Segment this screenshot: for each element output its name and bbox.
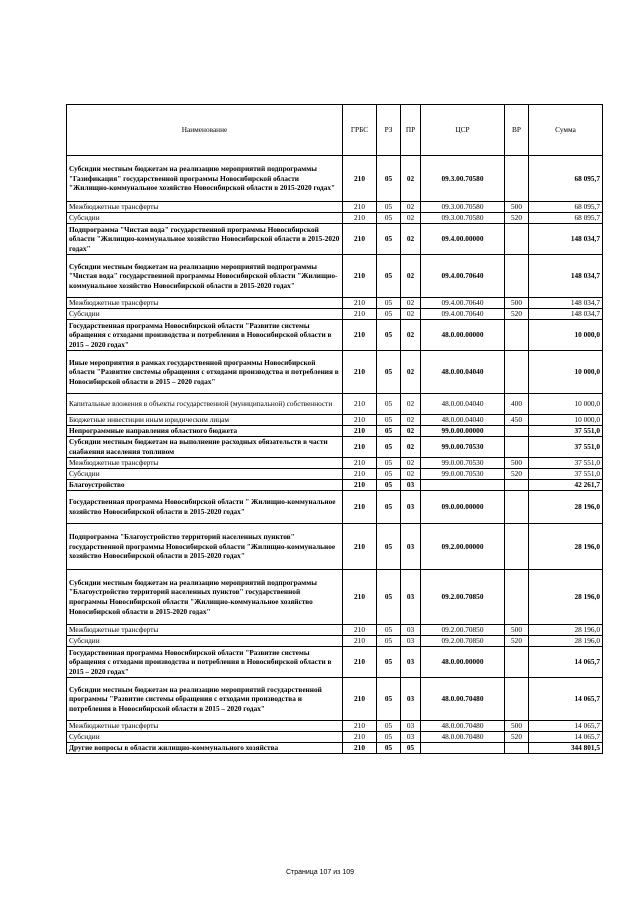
table-row: [67, 156, 603, 202]
csr-cell: 09.3.00.70580: [421, 156, 505, 202]
grbs-cell: 210: [343, 320, 377, 351]
vr-cell: [505, 647, 529, 678]
name-cell: Межбюджетные трансферты: [67, 202, 343, 213]
csr-cell: 48.0.00.00000: [421, 320, 505, 351]
table-row: [67, 469, 603, 480]
table-row: [67, 743, 603, 754]
vr-cell: [505, 524, 529, 570]
sum-cell: 28 196,0: [529, 570, 603, 625]
pr-cell: 03: [401, 636, 421, 647]
table-row: [67, 625, 603, 636]
sum-cell: 14 065,7: [529, 647, 603, 678]
pr-cell: 03: [401, 647, 421, 678]
vr-cell: [505, 224, 529, 255]
name-cell: Государственная программа Новосибирской области "Развитие системы обращения с отходами производства и потребления в Новосибирской области в 2015 – 2020 годах": [67, 320, 343, 351]
sum-cell: 14 065,7: [529, 678, 603, 721]
rz-cell: 05: [377, 255, 401, 298]
name-cell: Бюджетные инвестиции иным юридическим лицам: [67, 415, 343, 426]
pr-cell: 02: [401, 320, 421, 351]
pr-cell: 03: [401, 480, 421, 491]
vr-cell: 520: [505, 213, 529, 224]
rz-cell: 05: [377, 480, 401, 491]
name-cell: Субсидии местным бюджетам на реализацию мероприятий государственной программы "Развитие системы обращения с отходами производства и потребления в Новосибирской области в 2015 – 2020 годах": [67, 678, 343, 721]
csr-cell: 48.0.00.70480: [421, 678, 505, 721]
name-cell: Подпрограмма "Благоустройство территорий населенных пунктов" государственной программы Новосибирской области "Жилищно-коммунальное хозяйство Новосибирской области в 2015-2020 годах": [67, 524, 343, 570]
csr-cell: 09.2.00.70850: [421, 625, 505, 636]
sum-cell: 28 196,0: [529, 491, 603, 524]
grbs-cell: 210: [343, 480, 377, 491]
rz-cell: 05: [377, 524, 401, 570]
vr-cell: [505, 255, 529, 298]
rz-cell: 05: [377, 678, 401, 721]
table-row: [67, 255, 603, 298]
name-cell: Субсидии местным бюджетам на реализацию мероприятий подпрограммы "Чистая вода" государственной программы Новосибирской области "Жилищно-коммунальное хозяйство Новосибирской области в 2015-2020 годах": [67, 255, 343, 298]
header-row: [67, 105, 603, 156]
table-row: [67, 202, 603, 213]
vr-cell: [505, 570, 529, 625]
vr-cell: [505, 678, 529, 721]
sum-cell: 14 065,7: [529, 732, 603, 743]
vr-cell: [505, 480, 529, 491]
pr-cell: 05: [401, 743, 421, 754]
csr-cell: 09.3.00.70580: [421, 213, 505, 224]
vr-cell: 500: [505, 298, 529, 309]
pr-cell: 02: [401, 458, 421, 469]
sum-cell: 28 196,0: [529, 636, 603, 647]
rz-cell: 05: [377, 458, 401, 469]
rz-cell: 05: [377, 743, 401, 754]
pr-cell: 03: [401, 732, 421, 743]
grbs-cell: 210: [343, 636, 377, 647]
grbs-cell: 210: [343, 224, 377, 255]
table-row: [67, 224, 603, 255]
header-rz: РЗ: [377, 105, 401, 156]
header-vr: ВР: [505, 105, 529, 156]
name-cell: Другие вопросы в области жилищно-коммунального хозяйства: [67, 743, 343, 754]
name-cell: Субсидии местным бюджетам на реализацию мероприятий подпрограммы "Благоустройство территорий населенных пунктов" государственной программы Новосибирской области "Жилищно-коммунальное хозяйство Новосибирской области в 2015-2020 годах": [67, 570, 343, 625]
pr-cell: 02: [401, 415, 421, 426]
grbs-cell: 210: [343, 351, 377, 394]
grbs-cell: 210: [343, 415, 377, 426]
table-row: [67, 351, 603, 394]
table-row: [67, 213, 603, 224]
vr-cell: [505, 437, 529, 458]
name-cell: Субсидии: [67, 469, 343, 480]
name-cell: Подпрограмма "Чистая вода" государственной программы Новосибирской области "Жилищно-коммунальное хозяйство Новосибирской области в 2015-2020 годах": [67, 224, 343, 255]
header-sum: Сумма: [529, 105, 603, 156]
pr-cell: 02: [401, 351, 421, 394]
csr-cell: 48.0.00.04040: [421, 351, 505, 394]
budget-table: [66, 104, 603, 754]
vr-cell: [505, 320, 529, 351]
sum-cell: 37 551,0: [529, 458, 603, 469]
sum-cell: 10 000,0: [529, 415, 603, 426]
csr-cell: 09.4.00.70640: [421, 255, 505, 298]
rz-cell: 05: [377, 570, 401, 625]
csr-cell: 09.2.00.00000: [421, 524, 505, 570]
sum-cell: 148 034,7: [529, 298, 603, 309]
header-csr: ЦСР: [421, 105, 505, 156]
sum-cell: 68 095,7: [529, 202, 603, 213]
csr-cell: 48.0.00.04040: [421, 394, 505, 415]
table-body: [67, 156, 603, 754]
grbs-cell: 210: [343, 213, 377, 224]
csr-cell: 09.2.00.70850: [421, 636, 505, 647]
vr-cell: 500: [505, 458, 529, 469]
name-cell: Субсидии: [67, 636, 343, 647]
table-row: [67, 491, 603, 524]
name-cell: Государственная программа Новосибирской области "Развитие системы обращения с отходами производства и потребления в Новосибирской области в 2015 – 2020 годах": [67, 647, 343, 678]
rz-cell: 05: [377, 320, 401, 351]
grbs-cell: 210: [343, 469, 377, 480]
name-cell: Субсидии: [67, 309, 343, 320]
grbs-cell: 210: [343, 647, 377, 678]
vr-cell: [505, 156, 529, 202]
csr-cell: 48.0.00.04040: [421, 415, 505, 426]
grbs-cell: 210: [343, 298, 377, 309]
table-row: [67, 394, 603, 415]
rz-cell: 05: [377, 426, 401, 437]
vr-cell: 520: [505, 732, 529, 743]
sum-cell: 10 000,0: [529, 351, 603, 394]
pr-cell: 02: [401, 224, 421, 255]
pr-cell: 02: [401, 255, 421, 298]
pr-cell: 03: [401, 491, 421, 524]
rz-cell: 05: [377, 469, 401, 480]
rz-cell: 05: [377, 351, 401, 394]
grbs-cell: 210: [343, 491, 377, 524]
sum-cell: 10 000,0: [529, 320, 603, 351]
table-row: [67, 298, 603, 309]
rz-cell: 05: [377, 732, 401, 743]
table-row: [67, 480, 603, 491]
name-cell: Субсидии: [67, 732, 343, 743]
grbs-cell: 210: [343, 625, 377, 636]
name-cell: Субсидии местным бюджетам на выполнение расходных обязательств в части снабжения населения топливом: [67, 437, 343, 458]
name-cell: Субсидии: [67, 213, 343, 224]
table-row: [67, 437, 603, 458]
pr-cell: 02: [401, 213, 421, 224]
name-cell: Межбюджетные трансферты: [67, 625, 343, 636]
table-row: [67, 570, 603, 625]
sum-cell: 37 551,0: [529, 469, 603, 480]
vr-cell: 520: [505, 469, 529, 480]
csr-cell: 09.0.00.00000: [421, 491, 505, 524]
sum-cell: 37 551,0: [529, 426, 603, 437]
sum-cell: 14 065,7: [529, 721, 603, 732]
pr-cell: 03: [401, 524, 421, 570]
name-cell: Иные мероприятия в рамках государственной программы Новосибирской области "Развитие системы обращения с отходами производства и потребления в Новосибирской области в 2015 – 2020 годах": [67, 351, 343, 394]
name-cell: Капитальные вложения в объекты государственной (муниципальной) собственности: [67, 394, 343, 415]
rz-cell: 05: [377, 394, 401, 415]
pr-cell: 02: [401, 202, 421, 213]
sum-cell: 344 801,5: [529, 743, 603, 754]
name-cell: Межбюджетные трансферты: [67, 298, 343, 309]
name-cell: Межбюджетные трансферты: [67, 458, 343, 469]
csr-cell: 99.0.00.70530: [421, 469, 505, 480]
table-row: [67, 647, 603, 678]
name-cell: Непрограммные направления областного бюджета: [67, 426, 343, 437]
vr-cell: 500: [505, 625, 529, 636]
sum-cell: 42 261,7: [529, 480, 603, 491]
csr-cell: [421, 480, 505, 491]
table-row: [67, 678, 603, 721]
pr-cell: 02: [401, 437, 421, 458]
pr-cell: 02: [401, 156, 421, 202]
grbs-cell: 210: [343, 570, 377, 625]
header-grbs: ГРБС: [343, 105, 377, 156]
grbs-cell: 210: [343, 721, 377, 732]
name-cell: Государственная программа Новосибирской области " Жилищно-коммунальное хозяйство Новосибирской области в 2015-2020 годах": [67, 491, 343, 524]
grbs-cell: 210: [343, 255, 377, 298]
csr-cell: 09.2.00.70850: [421, 570, 505, 625]
rz-cell: 05: [377, 647, 401, 678]
vr-cell: 520: [505, 636, 529, 647]
pr-cell: 03: [401, 625, 421, 636]
csr-cell: 99.0.00.00000: [421, 426, 505, 437]
pr-cell: 02: [401, 298, 421, 309]
sum-cell: 37 551,0: [529, 437, 603, 458]
csr-cell: 09.3.00.70580: [421, 202, 505, 213]
pr-cell: 03: [401, 721, 421, 732]
vr-cell: [505, 491, 529, 524]
vr-cell: [505, 351, 529, 394]
csr-cell: 09.4.00.00000: [421, 224, 505, 255]
table-row: [67, 458, 603, 469]
table-row: [67, 426, 603, 437]
grbs-cell: 210: [343, 156, 377, 202]
vr-cell: 500: [505, 721, 529, 732]
grbs-cell: 210: [343, 309, 377, 320]
sum-cell: 148 034,7: [529, 224, 603, 255]
sum-cell: 148 034,7: [529, 255, 603, 298]
rz-cell: 05: [377, 625, 401, 636]
sum-cell: 68 095,7: [529, 213, 603, 224]
csr-cell: 09.4.00.70640: [421, 298, 505, 309]
rz-cell: 05: [377, 437, 401, 458]
header-name: Наименование: [67, 105, 343, 156]
vr-cell: 500: [505, 202, 529, 213]
table-row: [67, 524, 603, 570]
sum-cell: 148 034,7: [529, 309, 603, 320]
rz-cell: 05: [377, 156, 401, 202]
page-number: Страница 107 из 109: [285, 869, 355, 876]
csr-cell: 99.0.00.70530: [421, 458, 505, 469]
sum-cell: 28 196,0: [529, 625, 603, 636]
rz-cell: 05: [377, 213, 401, 224]
sum-cell: 68 095,7: [529, 156, 603, 202]
name-cell: Межбюджетные трансферты: [67, 721, 343, 732]
vr-cell: 520: [505, 309, 529, 320]
pr-cell: 02: [401, 394, 421, 415]
name-cell: Субсидии местным бюджетам на реализацию мероприятий подпрограммы "Газификация" государственной программы Новосибирской области "Жилищно-коммунальное хозяйство Новосибирской области в 2015-2020 годах": [67, 156, 343, 202]
csr-cell: 48.0.00.00000: [421, 647, 505, 678]
vr-cell: [505, 426, 529, 437]
name-cell: Благоустройство: [67, 480, 343, 491]
grbs-cell: 210: [343, 426, 377, 437]
rz-cell: 05: [377, 298, 401, 309]
pr-cell: 02: [401, 469, 421, 480]
rz-cell: 05: [377, 202, 401, 213]
table-row: [67, 721, 603, 732]
vr-cell: 450: [505, 415, 529, 426]
csr-cell: 99.0.00.70530: [421, 437, 505, 458]
grbs-cell: 210: [343, 678, 377, 721]
vr-cell: 400: [505, 394, 529, 415]
grbs-cell: 210: [343, 202, 377, 213]
table-row: [67, 732, 603, 743]
sum-cell: 10 000,0: [529, 394, 603, 415]
pr-cell: 02: [401, 426, 421, 437]
grbs-cell: 210: [343, 394, 377, 415]
csr-cell: 09.4.00.70640: [421, 309, 505, 320]
vr-cell: [505, 743, 529, 754]
pr-cell: 02: [401, 309, 421, 320]
table-row: [67, 415, 603, 426]
rz-cell: 05: [377, 491, 401, 524]
rz-cell: 05: [377, 415, 401, 426]
grbs-cell: 210: [343, 458, 377, 469]
pr-cell: 03: [401, 570, 421, 625]
csr-cell: [421, 743, 505, 754]
pr-cell: 03: [401, 678, 421, 721]
grbs-cell: 210: [343, 524, 377, 570]
rz-cell: 05: [377, 721, 401, 732]
grbs-cell: 210: [343, 732, 377, 743]
grbs-cell: 210: [343, 437, 377, 458]
grbs-cell: 210: [343, 743, 377, 754]
csr-cell: 48.0.00.70480: [421, 732, 505, 743]
table-row: [67, 309, 603, 320]
table-row: [67, 636, 603, 647]
header-pr: ПР: [401, 105, 421, 156]
rz-cell: 05: [377, 224, 401, 255]
rz-cell: 05: [377, 636, 401, 647]
csr-cell: 48.0.00.70480: [421, 721, 505, 732]
sum-cell: 28 196,0: [529, 524, 603, 570]
rz-cell: 05: [377, 309, 401, 320]
table-row: [67, 320, 603, 351]
